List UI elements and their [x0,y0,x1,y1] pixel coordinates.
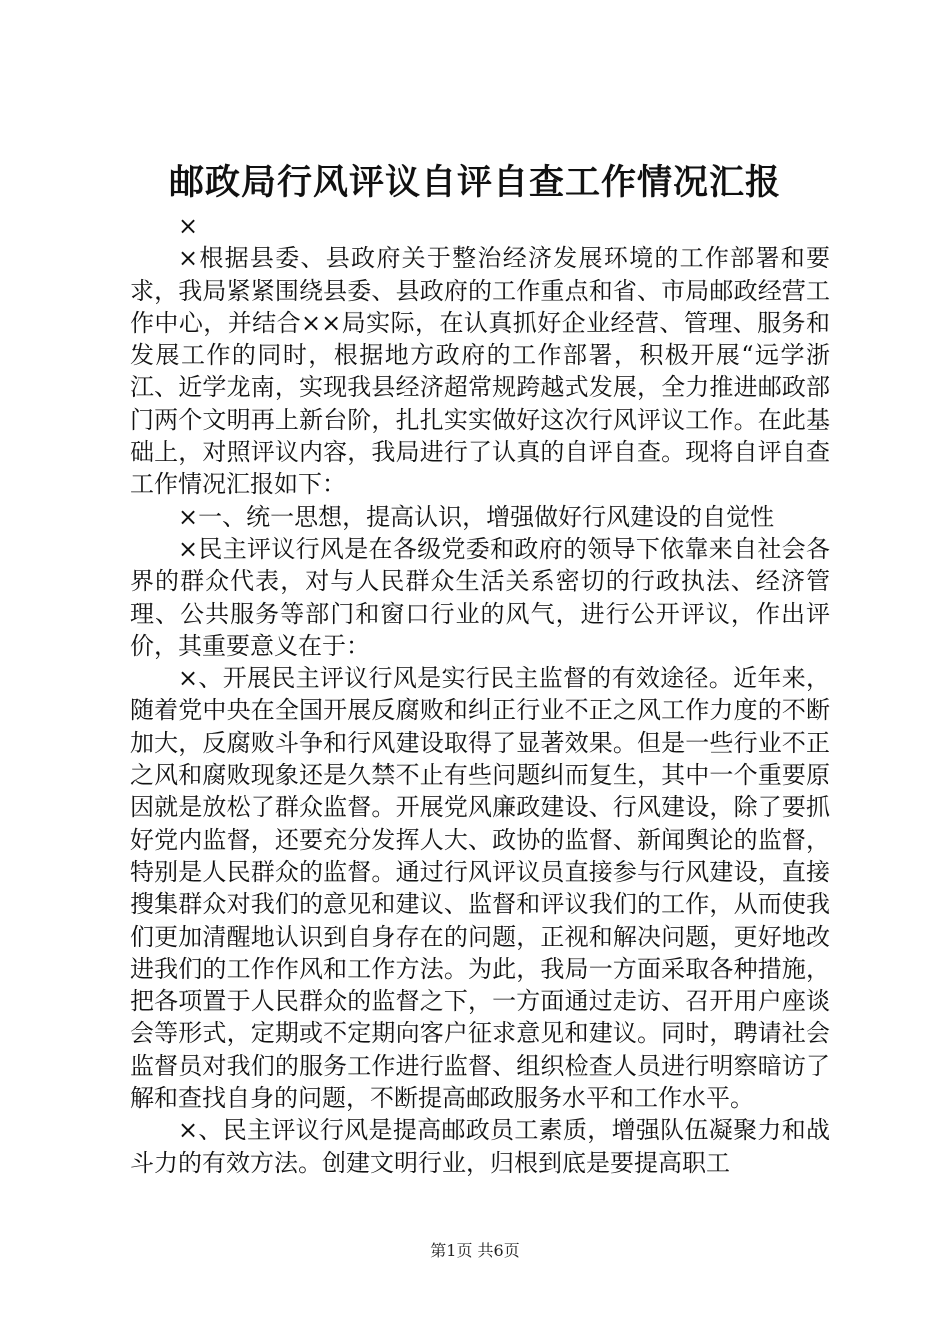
paragraph-marker: × [178,212,199,240]
section-heading-1: ×一、统一思想，提高认识，增强做好行风建设的自觉性 [178,502,775,531]
page-number-footer: 第1页 共6页 [430,1241,520,1260]
document-body [130,210,830,1179]
paragraph-significance: ×民主评议行风是在各级党委和政府的领导下依靠来自社会各界的群众代表，对与人民群众生活关系密切的行政执法、经济管理、公共服务等部门和窗口行业的风气，进行公开评议，作出评价，其重要意义在于： [130,534,830,660]
paragraph-intro: ×根据县委、县政府关于整治经济发展环境的工作部署和要求，我局紧紧围绕县委、县政府的工作重点和省、市局邮政经营工作中心，并结合××局实际，在认真抓好企业经营、管理、服务和发展工作的同时，根据地方政府的工作部署，积极开展“远学浙江、近学龙南，实现我县经济超常规跨越式发展，全力推进邮政部门两个文明再上新台阶，扎扎实实做好这次行风评议工作。在此基础上，对照评议内容，我局进行了认真的自评自查。现将自评自查工作情况汇报如下： [130,244,830,499]
document-title: 邮政局行风评议自评自查工作情况汇报 [168,162,781,203]
paragraph-point-1: ×、开展民主评议行风是实行民主监督的有效途径。近年来，随着党中央在全国开展反腐败和纠正行业不正之风工作力度的不断加大，反腐败斗争和行风建设取得了显著效果。但是一些行业不正之风和腐败现象还是久禁不止有些问题纠而复生，其中一个重要原因就是放松了群众监督。开展党风廉政建设、行风建设，除了要抓好党内监督，还要充分发挥人大、政协的监督、新闻舆论的监督，特别是人民群众的监督。通过行风评议员直接参与行风建设，直接搜集群众对我们的意见和建议、监督和评议我们的工作，从而使我们更加清醒地认识到自身存在的问题，正视和解决问题，更好地改进我们的工作作风和工作方法。为此，我局一方面采取各种措施，把各项置于人民群众的监督之下，一方面通过走访、召开用户座谈会等形式，定期或不定期向客户征求意见和建议。同时，聘请社会监督员对我们的服务工作进行监督、组织检查人员进行明察暗访了解和查找自身的问题，不断提高邮政服务水平和工作水平。 [130,664,830,1113]
paragraph-point-2: ×、民主评议行风是提高邮政员工素质，增强队伍凝聚力和战斗力的有效方法。创建文明行业，归根到底是要提高职工 [130,1116,830,1177]
